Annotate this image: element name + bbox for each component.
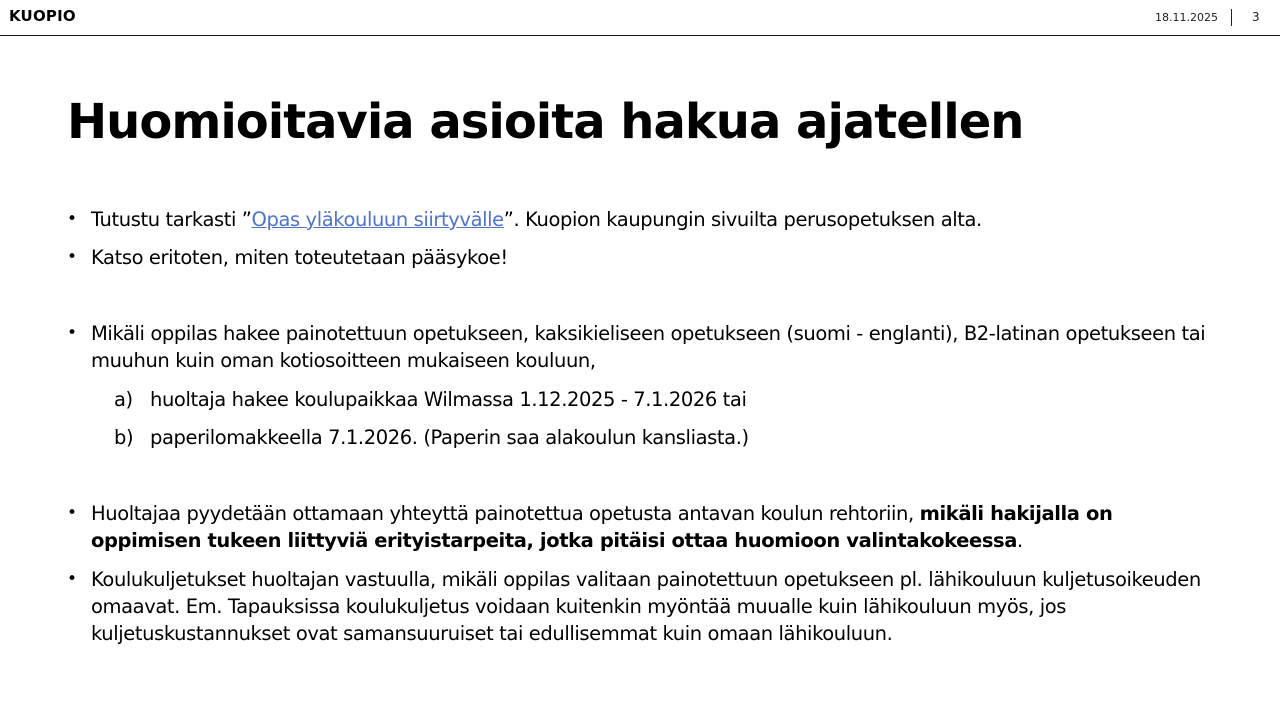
bullet-icon: • xyxy=(67,209,78,229)
bullet-icon: • xyxy=(67,323,78,343)
bullet-text: Mikäli oppilas hakee painotettuun opetukseen, kaksikieliseen opetukseen (suomi - englanti), B2-latinan opetukseen tai muuhun kuin oman kotiosoitteen mukaiseen kouluun, xyxy=(91,322,1206,372)
sub-item-marker: b) xyxy=(114,426,134,449)
bullet-icon: • xyxy=(67,503,78,523)
kuopio-logo: KUOPIO xyxy=(9,7,76,25)
bullet-item-contact-principal xyxy=(67,500,1217,554)
bullet-bold-text: mikäli hakijalla on oppimisen tukeen liittyviä erityistarpeita, jotka pitäisi ottaa huomioon valintakokeessa xyxy=(91,502,1113,552)
bullet-icon: • xyxy=(67,569,78,589)
slide-header xyxy=(0,0,1280,36)
sub-item-text: paperilomakkeella 7.1.2026. (Paperin saa alakoulun kansliasta.) xyxy=(150,426,749,449)
bullet-item-guide xyxy=(67,206,1217,233)
guide-link[interactable]: Opas yläkouluun siirtyvälle xyxy=(251,208,504,231)
bullet-item-transport xyxy=(67,566,1217,647)
sub-item-text: huoltaja hakee koulupaikkaa Wilmassa 1.12.2025 - 7.1.2026 tai xyxy=(150,388,747,411)
bullet-text: Katso eritoten, miten toteutetaan pääsykoe! xyxy=(91,246,508,269)
page-number: 3 xyxy=(1252,10,1260,24)
bullet-icon: • xyxy=(67,247,78,267)
bullet-text: Tutustu tarkasti ”Opas yläkouluun siirtyvälle”. Kuopion kaupungin sivuilta perusopetuksen alta. xyxy=(91,208,982,231)
sub-item-b xyxy=(114,424,1214,451)
bullet-text: Koulukuljetukset huoltajan vastuulla, mikäli oppilas valitaan painotettuun opetukseen pl. lähikouluun kuljetusoikeuden omaavat. Em. Tapauksissa koulukuljetus voidaan kuitenkin myöntää muualle kuin lähikouluun myös, jos kuljetuskustannukset ovat samansuuruiset tai edullisemmat kuin omaan lähikouluun. xyxy=(91,568,1201,645)
bullet-item-entrance-exam xyxy=(67,244,1217,271)
bullet-text: Huoltajaa pyydetään ottamaan yhteyttä painotettua opetusta antavan koulun rehtoriin, mikäli hakijalla on oppimisen tukeen liittyviä erityistarpeita, jotka pitäisi ottaa huomioon valintakokeessa. xyxy=(91,502,1113,552)
sub-item-a xyxy=(114,386,1214,413)
sub-item-marker: a) xyxy=(114,388,133,411)
header-divider xyxy=(1231,9,1232,26)
slide-title: Huomioitavia asioita hakua ajatellen xyxy=(67,94,1024,150)
slide-date: 18.11.2025 xyxy=(1155,11,1218,24)
bullet-item-application xyxy=(67,320,1217,374)
